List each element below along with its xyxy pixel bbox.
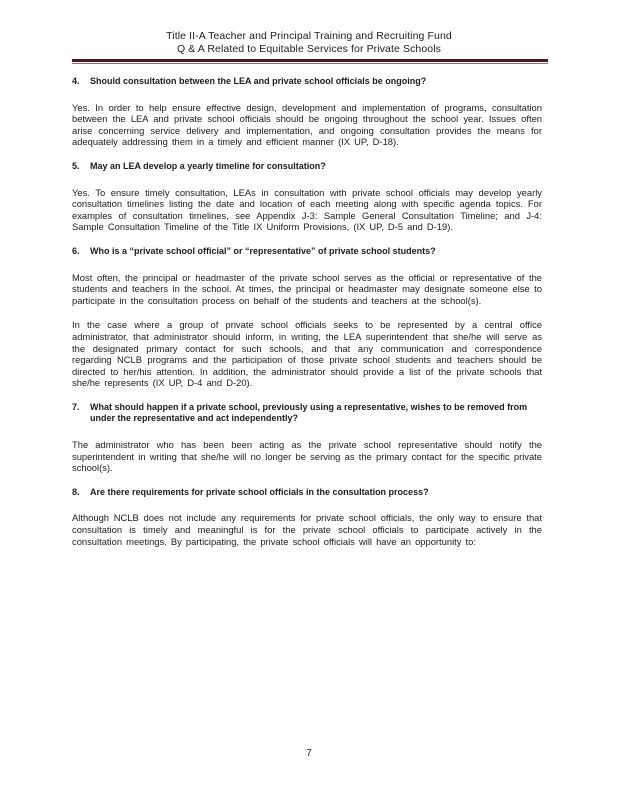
header-line-1: Title II-A Teacher and Principal Training and Recruiting Fund (166, 30, 452, 42)
page-number: 7 (306, 748, 312, 759)
answer-paragraph: In the case where a group of private school officials seeks to be represented by a central office administrator, that administrator should inform, in writing, the LEA superintendent that she/he will serve as the designated primary contact for such schools, and that any communication and correspondence regarding NCLB programs and the participation of those private school students and teachers should be directed to her/his attention. In addition, the administrator should provide a list of the private schools that she/he represents (IX UP, D-4 and D-20). (72, 319, 542, 389)
page-body (72, 76, 542, 560)
question-text: Should consultation between the LEA and private school officials be ongoing? (90, 76, 427, 86)
answer-paragraph: The administrator who has been been acting as the private school representative should notify the superintendent in writing that she/he will no longer be serving as the primary contact for the specific private school(s). (72, 439, 542, 474)
question-number: 6. (72, 245, 80, 256)
running-header (0, 30, 618, 56)
question-7 (72, 402, 542, 425)
question-number: 4. (72, 76, 80, 86)
answer-paragraph: Most often, the principal or headmaster of the private school serves as the official or representative of the students and teachers in the school. At times, the principal or headmaster may designate someone else to participate in the consultation process on behalf of the students and teachers at the school(s). (72, 271, 542, 306)
question-number: 7. (72, 401, 80, 412)
answer-paragraph: Although NCLB does not include any requirements for private school officials, the only way to ensure that consultation is timely and meaningful is for the private school officials to participate actively in the consultation meetings. By participating, the private school officials will have an opportunity to: (72, 512, 542, 547)
question-4 (72, 76, 542, 88)
question-6 (72, 246, 542, 258)
question-number: 8. (72, 486, 80, 497)
answer-paragraph: Yes. In order to help ensure effective design, development and implementation of programs, consultation between the LEA and private school officials should be ongoing throughout the school year. Issues often arise concerning service delivery and implementation, and ongoing consultation provides the means for adequately addressing them in a timely and efficient manner (IX UP, D-18). (72, 101, 542, 148)
header-line-2: Q & A Related to Equitable Services for Private Schools (176, 43, 442, 55)
answer-paragraph: Yes. To ensure timely consultation, LEAs in consultation with private school officials may develop yearly consultation timelines listing the date and location of each meeting along with specific agenda topics. For examples of consultation timelines, see Appendix J-3: Sample General Consultation Timeline; and J-4: Sample Consultation Timeline of the Title IX Uniform Provisions, (IX UP, D-5 and D-19). (72, 186, 542, 233)
question-8 (72, 487, 542, 499)
header-rule (72, 59, 548, 62)
question-text: Are there requirements for private school officials in the consultation process? (90, 486, 429, 497)
question-text: What should happen if a private school, previously using a representative, wishes to be removed from under the representative and act independently? (90, 401, 528, 424)
header-rule-thin (72, 63, 548, 64)
question-text: May an LEA develop a yearly timeline for consultation? (90, 160, 326, 171)
question-text: Who is a “private school official” or “representative” of private school students? (90, 245, 436, 256)
question-number: 5. (72, 160, 80, 171)
question-5 (72, 161, 542, 173)
